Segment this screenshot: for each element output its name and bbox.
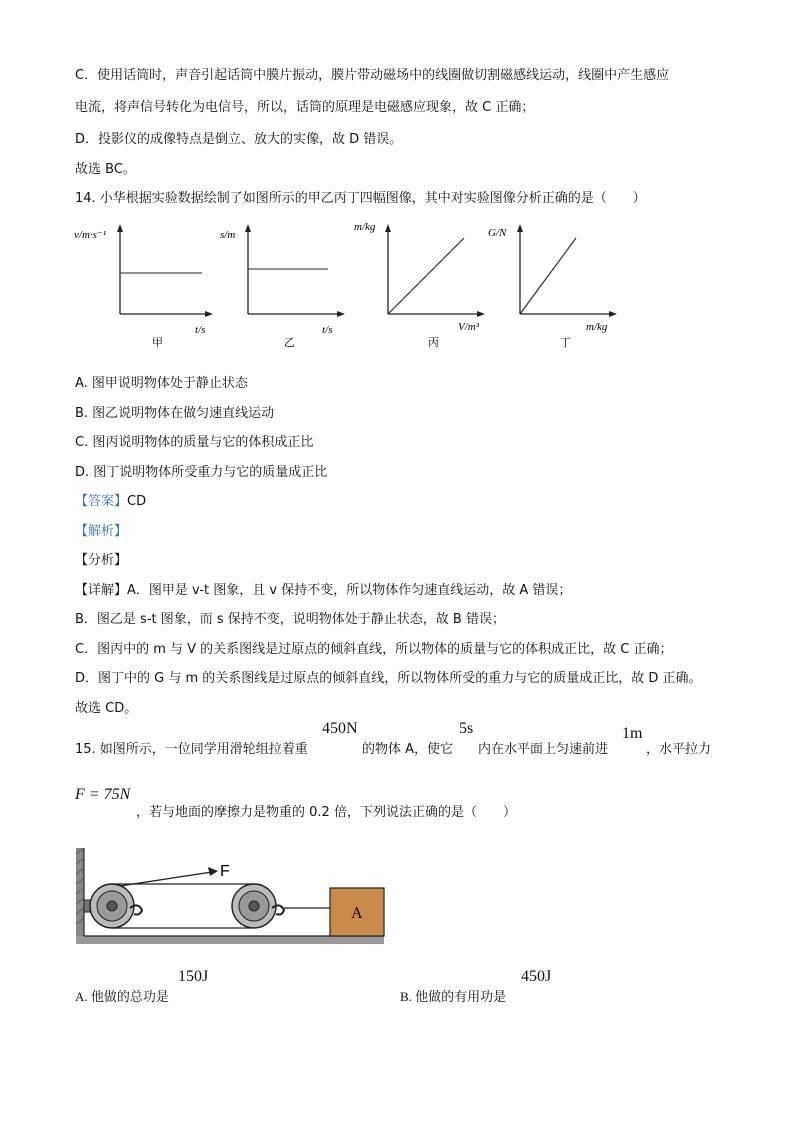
q14-option-d: D. 图丁说明物体所受重力与它的质量成正比: [75, 465, 328, 480]
q15-weight: 450N: [322, 720, 358, 737]
q15-stem-part5: ，若与地面的摩擦力是物重的 0.2 倍，下列说法正确的是（ ）: [136, 805, 516, 820]
bing-ylabel: m/kg: [354, 222, 376, 233]
graph-jia: [72, 222, 217, 352]
ground: [76, 936, 384, 944]
answer-value: CD: [127, 494, 147, 509]
bing-data-line: [388, 238, 464, 314]
q15-option-b-text: B. 他做的有用功是: [400, 989, 507, 1004]
q14-stem: 14. 小华根据实验数据绘制了如图所示的甲乙丙丁四幅图像，其中对实验图像分析正确的是（ ）: [75, 191, 646, 206]
q15-stem-part1: 15. 如图所示，一位同学用滑轮组拉着重: [75, 742, 308, 757]
bing-xlabel: V/m³: [458, 321, 480, 333]
q15-option-a-text: A. 他做的总功是: [75, 989, 169, 1004]
ding-caption: 丁: [560, 336, 571, 349]
q14-option-c: C. 图丙说明物体的质量与它的体积成正比: [75, 435, 314, 450]
option-d-line: D．投影仪的成像特点是倒立、放大的实像，故 D 错误。: [75, 132, 403, 147]
option-c-line1: C．使用话筒时，声音引起话筒中膜片振动，膜片带动磁场中的线圈做切割磁感线运动，线圈中产生感应: [75, 68, 670, 83]
q14-option-b: B. 图乙说明物体在做匀速直线运动: [75, 406, 275, 421]
q15-option-b-value: 450J: [521, 968, 552, 985]
fenxi-tag: 【分析】: [75, 553, 128, 568]
q15-option-a-value: 150J: [178, 968, 209, 985]
q15-force: F = 75N: [75, 786, 131, 803]
jia-caption: 甲: [152, 336, 163, 349]
q15-stem-part3: 内在水平面上匀速前进: [478, 742, 609, 757]
detail-b: B．图乙是 s-t 图象，而 s 保持不变，说明物体处于静止状态，故 B 错误；: [75, 612, 505, 627]
ding-ylabel: G/N: [488, 227, 507, 239]
graph-yi: [218, 222, 358, 352]
bing-caption: 丙: [428, 336, 439, 349]
jia-xlabel: t/s: [195, 324, 206, 336]
jia-ylabel: v/m·s⁻¹: [74, 229, 107, 241]
q14-conclusion: 故选 CD。: [75, 701, 138, 716]
prev-conclusion: 故选 BC。: [75, 162, 136, 177]
yi-caption: 乙: [284, 336, 295, 349]
q15-stem-part4: ，水平拉力: [646, 742, 712, 757]
yi-ylabel: s/m: [220, 229, 236, 241]
ding-xlabel: m/kg: [586, 321, 608, 333]
force-label: F: [220, 863, 230, 880]
detail-a: 【详解】A．图甲是 v-t 图象，且 v 保持不变，所以物体作匀速直线运动，故 A 错误；: [75, 583, 572, 598]
graph-bing: [352, 222, 492, 352]
ding-data-line: [520, 238, 576, 314]
option-c-line2: 电流，将声信号转化为电信号，所以，话筒的原理是电磁感应现象，故 C 正确；: [75, 100, 535, 115]
q15-time: 5s: [459, 720, 474, 737]
q14-answer-row: [75, 490, 146, 509]
block-label: A: [351, 905, 363, 922]
graph-ding: [488, 222, 638, 352]
answer-tag: 【答案】: [75, 494, 128, 509]
detail-d: D．图丁中的 G 与 m 的关系图线是过原点的倾斜直线，所以物体所受的重力与它的质量成正比，故 D 正确。: [75, 671, 702, 686]
yi-xlabel: t/s: [322, 324, 333, 336]
pulley-figure: [72, 848, 390, 950]
q15-distance: 1m: [622, 725, 643, 742]
q14-option-a: A. 图甲说明物体处于静止状态: [75, 376, 248, 391]
analysis-tag: 【解析】: [75, 524, 128, 539]
q15-stem-part2: 的物体 A，使它: [362, 742, 454, 757]
detail-c: C．图丙中的 m 与 V 的关系图线是过原点的倾斜直线，所以物体的质量与它的体积成正比，故 C 正确；: [75, 642, 673, 657]
